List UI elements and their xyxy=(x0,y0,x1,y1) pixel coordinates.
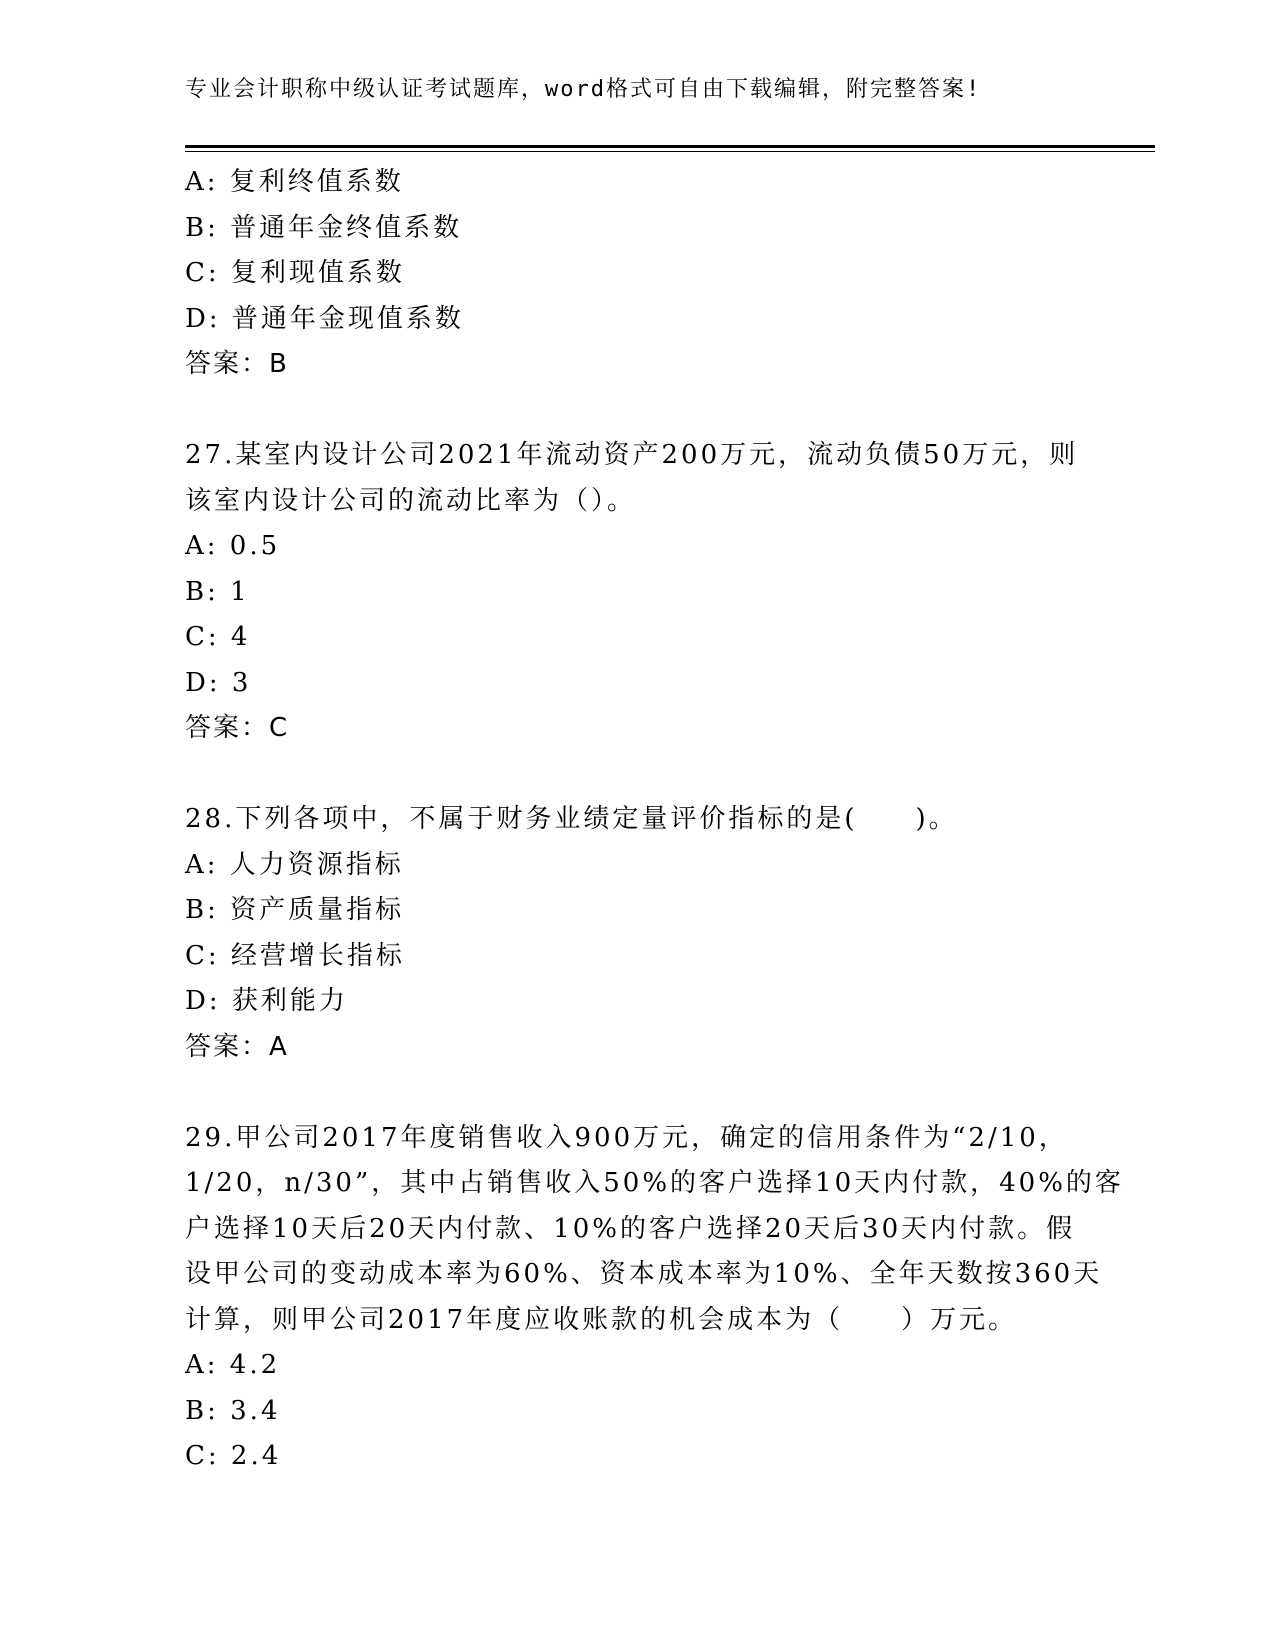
question-28 xyxy=(185,797,1085,1070)
question-stem-line: 计算，则甲公司2017年度应收账款的机会成本为（ ）万元。 xyxy=(185,1304,1018,1335)
spacer xyxy=(185,388,1085,434)
option-d: D: 获利能力 xyxy=(185,986,348,1016)
question-27 xyxy=(185,433,1085,752)
header-rule-thin xyxy=(185,151,1155,152)
question-stem-line: 1/20，n/30”，其中占销售收入50%的客户选择10天内付款，40%的客 xyxy=(185,1168,1124,1198)
answer: 答案：B xyxy=(185,349,289,379)
question-stem-line: 设甲公司的变动成本率为60%、资本成本率为10%、全年天数按360天 xyxy=(185,1259,1103,1289)
question-stem-line: 29.甲公司2017年度销售收入900万元，确定的信用条件为“2/10， xyxy=(185,1122,1068,1153)
page-header: 专业会计职称中级认证考试题库，word格式可自由下载编辑，附完整答案! xyxy=(185,77,982,102)
spacer xyxy=(185,752,1085,798)
option-d: D: 3 xyxy=(185,667,252,698)
option-c: C: 4 xyxy=(185,622,251,652)
option-c: C: 经营增长指标 xyxy=(185,940,405,971)
question-stem-line: 该室内设计公司的流动比率为（）。 xyxy=(185,485,637,516)
option-b: B: 资产质量指标 xyxy=(185,895,405,925)
option-a: A: 复利终值系数 xyxy=(185,167,404,197)
question-stem-line: 27.某室内设计公司2021年流动资产200万元，流动负债50万元，则 xyxy=(185,440,1079,470)
option-a: A: 人力资源指标 xyxy=(185,849,404,880)
option-b: B: 3.4 xyxy=(185,1395,281,1426)
option-a: A: 0.5 xyxy=(185,531,281,561)
option-b: B: 普通年金终值系数 xyxy=(185,212,463,243)
question-stem-line: 户选择10天后20天内付款、10%的客户选择20天后30天内付款。假 xyxy=(185,1213,1076,1244)
spacer xyxy=(185,1070,1085,1116)
question-26 xyxy=(185,160,1085,388)
option-b: B: 1 xyxy=(185,576,250,607)
option-a: A: 4.2 xyxy=(185,1350,281,1380)
question-content xyxy=(185,160,1124,1480)
option-d: D: 普通年金现值系数 xyxy=(185,303,464,334)
option-c: C: 复利现值系数 xyxy=(185,258,405,288)
answer: 答案：A xyxy=(185,1031,289,1062)
answer: 答案：C xyxy=(185,713,290,743)
question-stem-line: 28.下列各项中，不属于财务业绩定量评价指标的是( )。 xyxy=(185,804,958,834)
question-29 xyxy=(185,1116,1124,1480)
header-rule-thick xyxy=(185,145,1155,148)
option-c: C: 2.4 xyxy=(185,1441,282,1471)
